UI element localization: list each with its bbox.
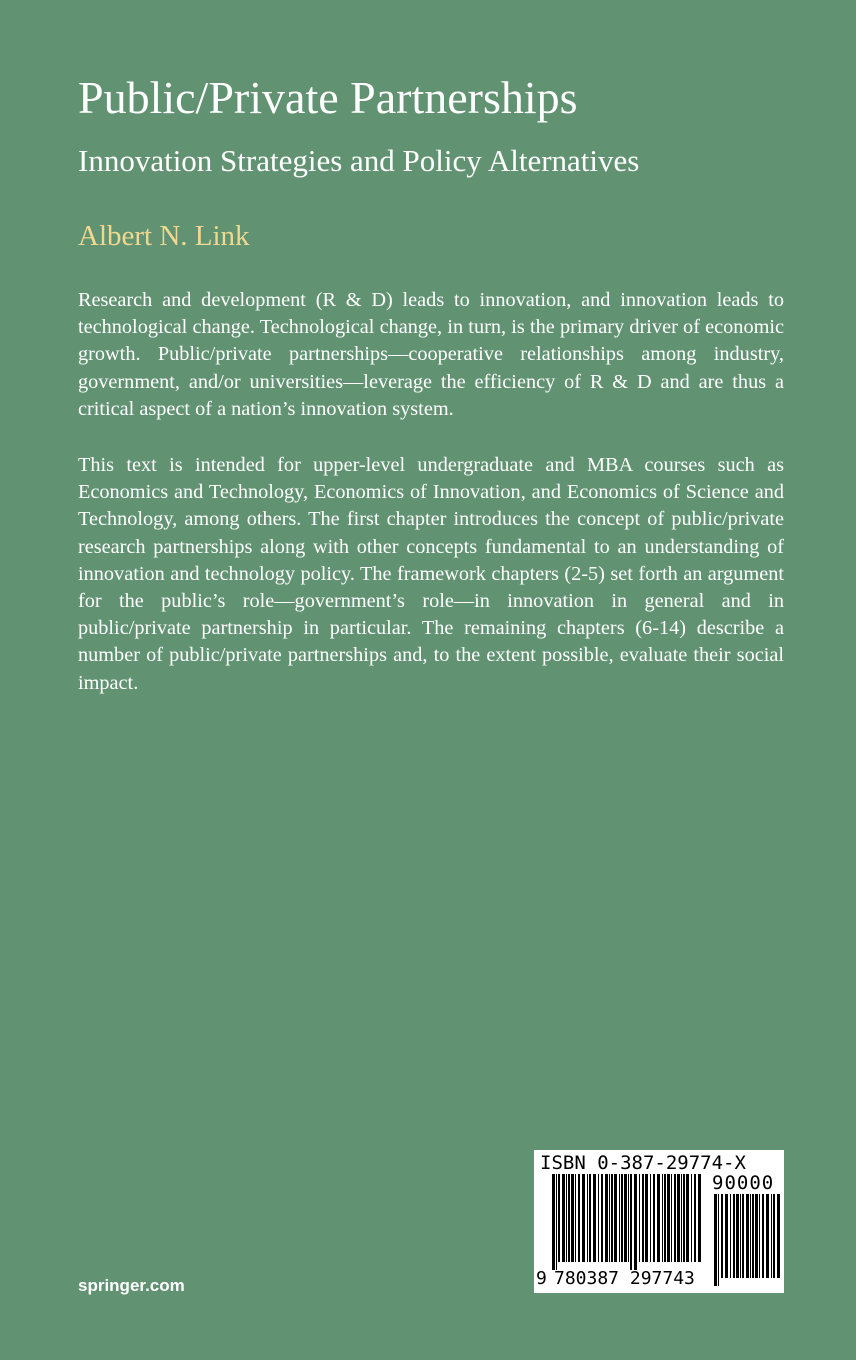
blurb-paragraph-2: This text is intended for upper-level undergraduate and MBA courses such as Economics and Technology, Economics of Innovation, and Economics of Science and Technology, among others. The first chapter introduces the concept of public/private research partnerships along with other concepts fundamental to an understanding of innovation and technology policy. The framework chapters (2-5) set forth an argument for the public’s role—government’s role—in innovation in general and in public/private partnership in particular. The remaining chapters (6-14) describe a number of public/private partnerships and, to the extent possible, evaluate their social impact. xyxy=(78,454,784,694)
author-name: Albert N. Link xyxy=(78,220,250,252)
addon-barcode-bars xyxy=(714,1194,780,1286)
price-addon-digits: 90000 xyxy=(712,1172,775,1194)
ean-barcode-bars xyxy=(552,1174,704,1270)
isbn-barcode xyxy=(534,1150,784,1293)
book-title: Public/Private Partnerships xyxy=(78,72,578,123)
ean-digits: 780387 297743 xyxy=(554,1268,695,1289)
blurb-paragraph-1: Research and development (R & D) leads to innovation, and innovation leads to technological change. Technological change, in turn, is the primary driver of economic growth. Public/private partnerships—cooperative relationships among industry, government, and/or universities—leverage the efficiency of R & D and are thus a critical aspect of a nation’s innovation system. xyxy=(78,289,784,420)
book-subtitle: Innovation Strategies and Policy Alternatives xyxy=(78,143,640,178)
isbn-label: ISBN 0-387-29774-X xyxy=(540,1152,746,1174)
publisher-website: springer.com xyxy=(78,1276,185,1295)
ean-leading-digit: 9 xyxy=(536,1268,547,1289)
